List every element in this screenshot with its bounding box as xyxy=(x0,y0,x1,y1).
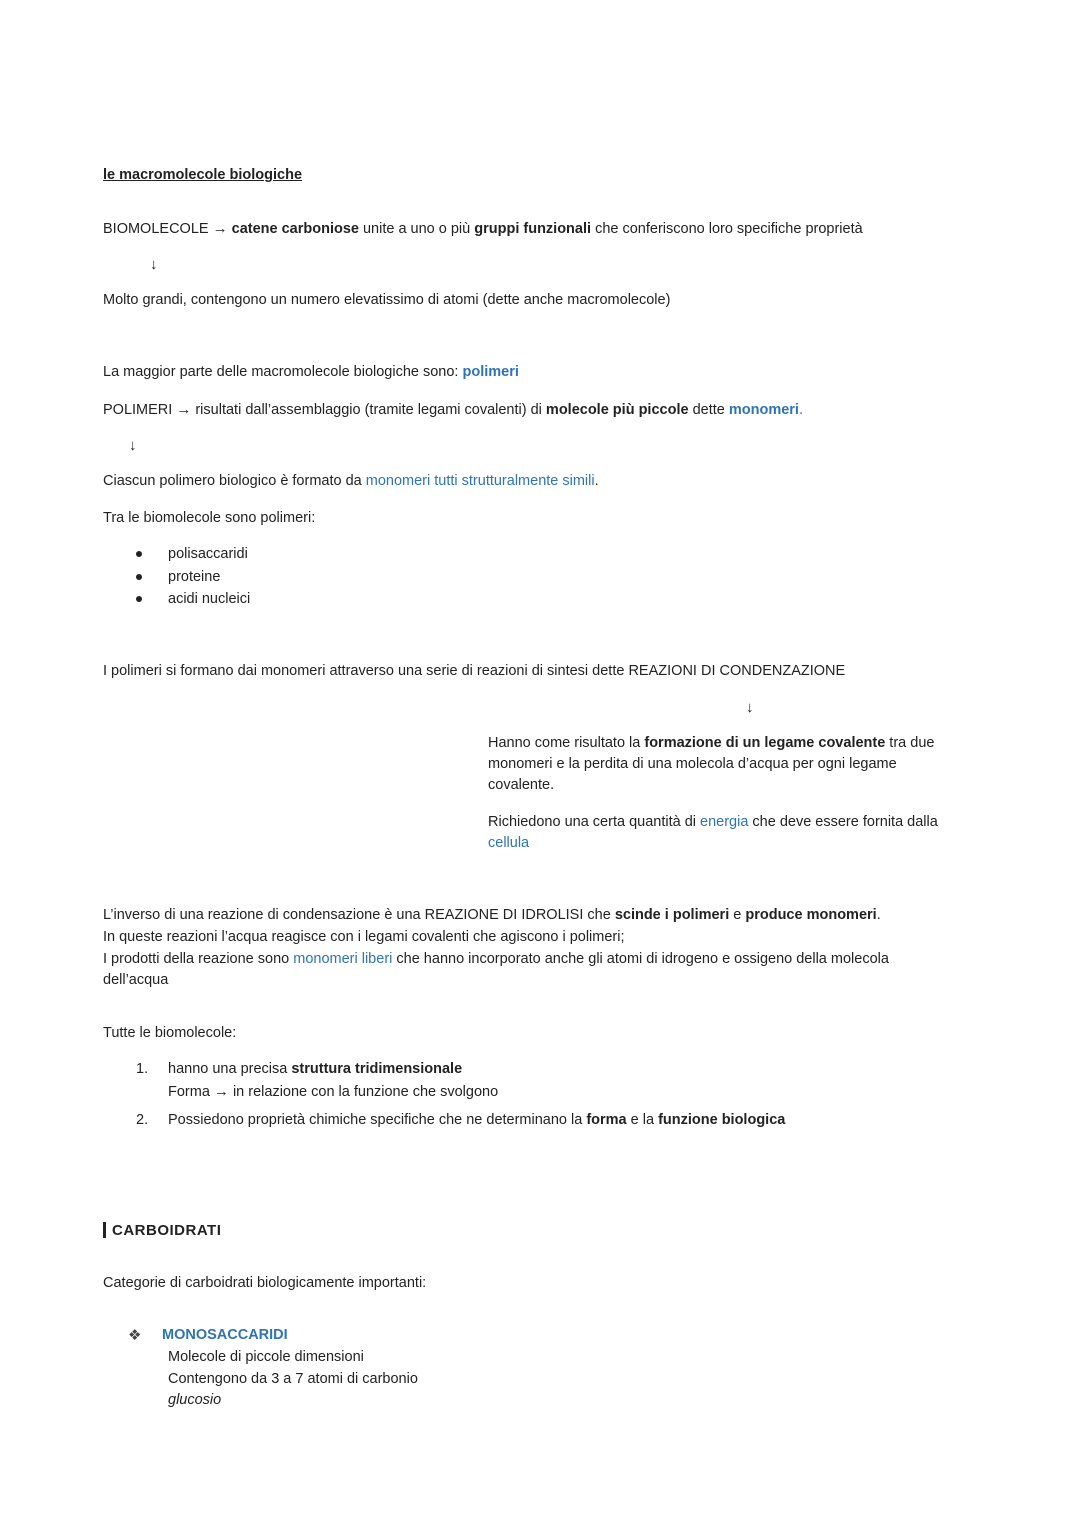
num1-text: hanno una precisa xyxy=(168,1061,292,1077)
diamond-bullet-icon: ❖ xyxy=(128,1327,142,1344)
cond-text-4: che deve essere fornita dalla xyxy=(748,814,938,830)
numbered-item-1-sub xyxy=(168,1081,498,1103)
num2-bold-1: forma xyxy=(586,1112,627,1128)
right-arrow-icon: → xyxy=(213,1083,229,1100)
heading-bar-icon xyxy=(103,1222,106,1238)
ciascun-line xyxy=(103,471,599,492)
list-item: proteine xyxy=(168,569,221,585)
monosaccaridi-example: glucosio xyxy=(168,1392,222,1408)
monosaccaridi-line-1: Molecole di piccole dimensioni xyxy=(168,1349,364,1365)
polimeri-text-1: risultati dall’assemblaggio (tramite legami covalenti) di xyxy=(191,402,546,418)
bullet-icon xyxy=(136,574,142,580)
list-item: polisaccaridi xyxy=(168,546,248,562)
monomeri-highlight: monomeri xyxy=(728,402,799,418)
tutte-text: Tutte le biomolecole: xyxy=(103,1025,237,1041)
biomolecole-bold-2: gruppi funzionali xyxy=(474,221,592,237)
cond-text-3: Richiedono una certa quantità di xyxy=(488,814,701,830)
molto-grandi-text: Molto grandi, contengono un numero elevatissimo di atomi (dette anche macromolecole) xyxy=(103,292,671,308)
polimeri-text-2: dette xyxy=(688,402,729,418)
idrolisi-line-1 xyxy=(103,905,881,926)
list-item: acidi nucleici xyxy=(168,591,251,607)
num2-text-1: Possiedono proprietà chimiche specifiche che ne determinano la xyxy=(168,1112,587,1128)
ciascun-text: Ciascun polimero biologico è formato da xyxy=(103,473,366,489)
cellula-highlight: cellula xyxy=(488,835,530,851)
idrolisi-bold-1: scinde i polimeri xyxy=(614,907,730,923)
idrolisi-text-1: L’inverso di una reazione di condensazione è una REAZIONE DI IDROLISI che xyxy=(103,907,615,923)
right-arrow-icon: → xyxy=(176,401,192,418)
num1-sub-text-2: in relazione con la funzione che svolgono xyxy=(228,1084,499,1100)
ciascun-highlight: monomeri tutti strutturalmente simili xyxy=(365,473,595,489)
right-arrow-icon: → xyxy=(212,220,228,237)
down-arrow-icon: ↓ xyxy=(150,256,158,273)
idrolisi-end: . xyxy=(876,907,881,923)
polimeri-formano-text: I polimeri si formano dai monomeri attraverso una serie di reazioni di sintesi dette REAZIONI DI CONDENZAZIONE xyxy=(103,663,846,679)
tra-le-text: Tra le biomolecole sono polimeri: xyxy=(103,510,316,526)
idrolisi-text-2: e xyxy=(729,907,746,923)
biomolecole-text-2: che conferiscono loro specifiche proprietà xyxy=(591,221,863,237)
monomeri-liberi-highlight: monomeri liberi xyxy=(293,951,393,967)
maggior-parte-line xyxy=(103,362,519,383)
down-arrow-icon: ↓ xyxy=(746,699,754,716)
polimeri-end: . xyxy=(798,402,803,418)
condensazione-paragraph-2 xyxy=(488,812,963,854)
ciascun-end: . xyxy=(594,473,599,489)
down-arrow-icon: ↓ xyxy=(129,437,137,454)
cond-text-2: tra due monomeri e la perdita di una molecola d’acqua per ogni legame covalente. xyxy=(488,735,935,793)
energia-highlight: energia xyxy=(700,814,749,830)
biomolecole-definition xyxy=(103,218,863,240)
num1-bold: struttura tridimensionale xyxy=(291,1061,463,1077)
categorie-text: Categorie di carboidrati biologicamente importanti: xyxy=(103,1275,427,1291)
idrolisi-line-4: dell’acqua xyxy=(103,972,169,988)
monosaccaridi-line-2: Contengono da 3 a 7 atomi di carbonio xyxy=(168,1371,418,1387)
biomolecole-bold-1: catene carboniose xyxy=(231,221,359,237)
bullet-icon xyxy=(136,551,142,557)
idrolisi-line-3 xyxy=(103,949,889,970)
polimeri-label: POLIMERI xyxy=(103,402,173,418)
section-heading xyxy=(103,1220,221,1242)
monosaccaridi-label: MONOSACCARIDI xyxy=(162,1327,288,1343)
num2-text-2: e la xyxy=(626,1112,659,1128)
numbered-item-1 xyxy=(168,1059,462,1080)
polimeri-definition xyxy=(103,399,803,421)
polimeri-highlight: polimeri xyxy=(462,364,519,380)
biomolecole-label: BIOMOLECOLE xyxy=(103,221,209,237)
idrolisi-text-3: I prodotti della reazione sono xyxy=(103,951,294,967)
numbered-item-2 xyxy=(168,1110,785,1131)
condensazione-paragraph-1 xyxy=(488,733,958,796)
cond-bold-1: formazione di un legame covalente xyxy=(644,735,886,751)
idrolisi-line-2: In queste reazioni l’acqua reagisce con i legami covalenti che agiscono i polimeri; xyxy=(103,929,625,945)
maggior-parte-text: La maggior parte delle macromolecole biologiche sono: xyxy=(103,364,463,380)
biomolecole-text-1: unite a uno o più xyxy=(358,221,475,237)
carboidrati-heading: CARBOIDRATI xyxy=(112,1222,222,1239)
idrolisi-text-4: che hanno incorporato anche gli atomi di idrogeno e ossigeno della molecola xyxy=(392,951,889,967)
list-number: 1. xyxy=(136,1061,149,1077)
page-title: le macromolecole biologiche xyxy=(103,167,303,183)
cond-text-1: Hanno come risultato la xyxy=(488,735,645,751)
list-number: 2. xyxy=(136,1112,149,1128)
polimeri-bold: molecole più piccole xyxy=(545,402,689,418)
bullet-icon xyxy=(136,596,142,602)
num1-sub-text-1: Forma xyxy=(168,1084,214,1100)
num2-bold-2: funzione biologica xyxy=(658,1112,786,1128)
idrolisi-bold-2: produce monomeri xyxy=(745,907,877,923)
